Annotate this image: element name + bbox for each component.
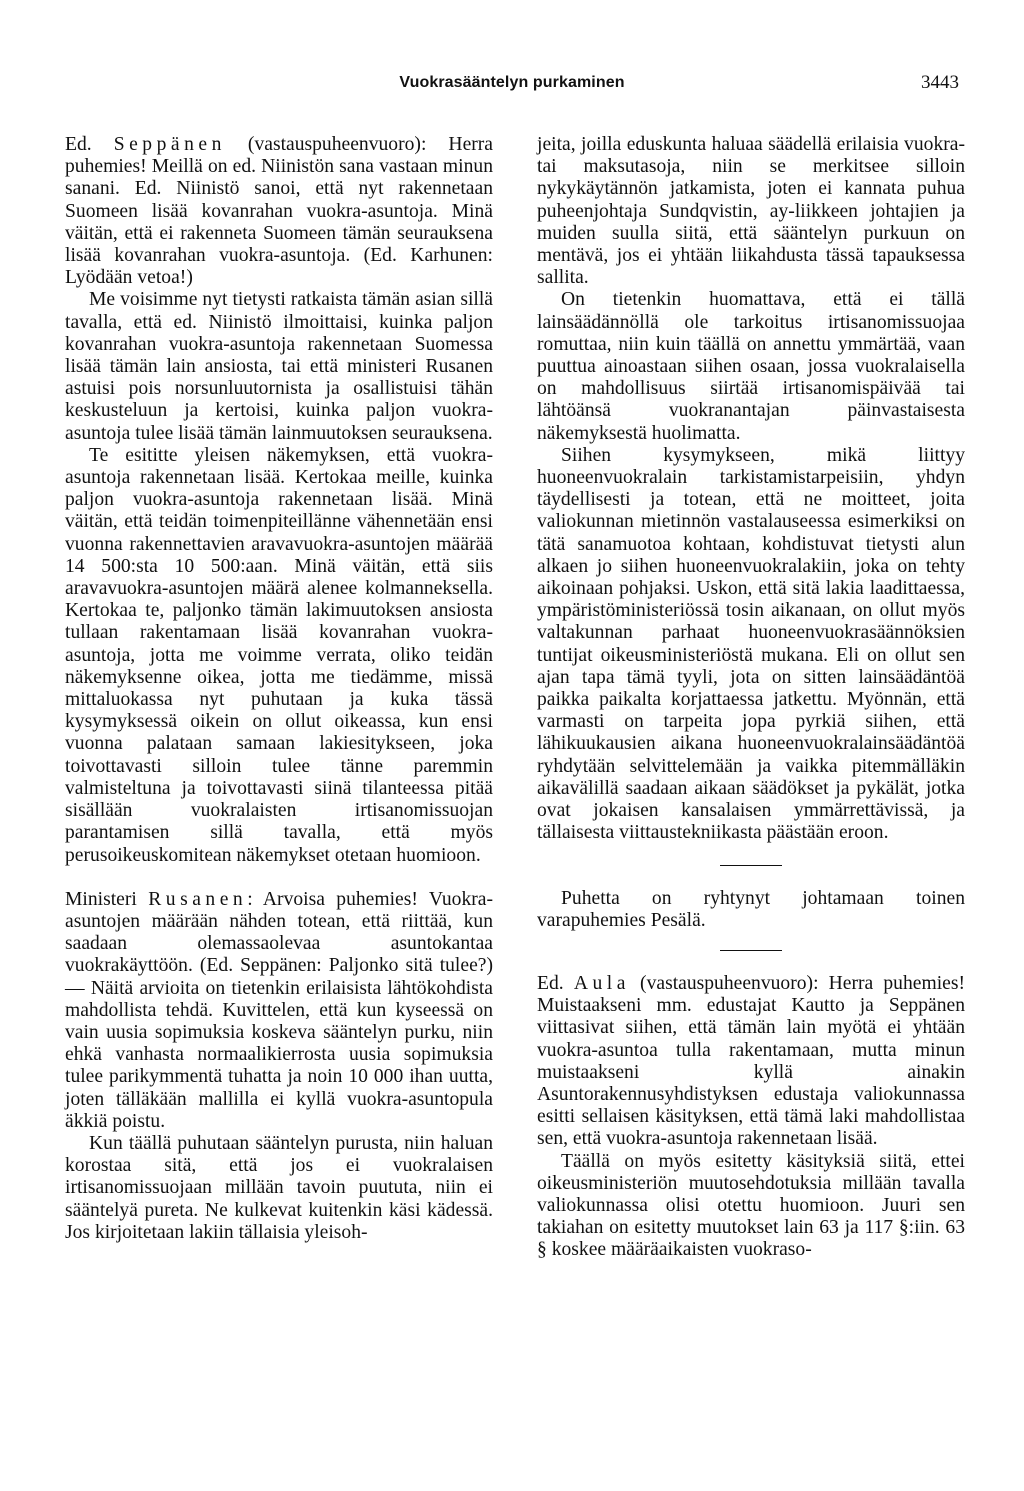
speaker-name: Seppänen (113, 134, 226, 155)
paragraph-text: (vastauspuheenvuoro): Herra puhemies! Muistaakseni mm. edustajat Kautto ja Seppänen viittasivat siihen, että tämän lain myötä ei yhtään vuokra-asuntoa tulla rakentamaan, mutta minun muistaakseni kyllä ainakin Asuntorakennusyhdistyksen edustaja valiokunnassa esitti sellaisen käsityksen, että tämä laki mahdollistaa sen, että vuokra-asuntoja rakennetaan lisää. (537, 972, 966, 1150)
left-column (65, 134, 493, 1244)
running-header-title: Vuokrasääntelyn purkaminen (399, 74, 625, 91)
chair-change-notice: Puhetta on ryhtynyt johtamaan toinen varapuhemies Pesälä. (537, 887, 965, 931)
section-divider (720, 865, 782, 866)
paragraph: Kun täällä puhutaan sääntelyn purusta, niin haluan korostaa sitä, että jos ei vuokralaisen irtisanomissuojaan millään tavoin puututa, niin ei sääntelyä pureta. Ne kulkevat kuitenkin käsi kädessä. Jos kirjoitetaan lakiin tällaisia yleisoh- (65, 1132, 493, 1243)
paragraph-seppanen-reply (65, 134, 493, 289)
speaker-name: Rusanen (148, 888, 248, 910)
page-number: 3443 (921, 72, 959, 93)
speaker-prefix: Ed. (65, 134, 114, 155)
right-column (537, 134, 965, 1262)
paragraph: Siihen kysymykseen, mikä liittyy huoneenvuokralain tarkistamistarpeisiin, yhdyn täydellisesti ja totean, että ne moitteet, joita valiokunnan mietinnön vastalauseessa esimerkiksi on tätä sanamuotoa kohtaan, kohdistuvat tietysti alun alkaen jo siihen huoneenvuokralakiin, joka on tehty aikoinaan pohjaksi. Uskon, että sitä lakia laadittaessa, ympäristöministeriössä tosin aikanaan, on ollut myös valtakunnan parhaat huoneenvuokrasäännöksien tuntijat oikeusministeriöstä mukana. Eli on ollut sen ajan tapa tämä tyyli, jota on sitten lainsäädäntöä paikka paikalta korjattaessa jatkettu. Myönnän, että varmasti on tarpeita jopa pyrkiä siihen, että lähikuukausien aikana huoneenvuokralainsäädäntöä ryhdytään selvittelemään ja vaikka pitemmälläkin aikavälillä saadaan aikaan säädökset ja pykälät, jotka ovat jokaisen kansalaisen ymmärrettävissä, ja tällaisesta viittaustekniikasta päästään eroon. (537, 444, 965, 844)
speaker-prefix: Ed. (537, 972, 574, 994)
speaker-prefix: Ministeri (65, 888, 149, 910)
paragraph: Täällä on myös esitetty käsityksiä siitä, ettei oikeusministeriön muutosehdotuksia millään tavalla valiokunnassa olisi otettu huomioon. Juuri sen takiahan on esitetty muutokset lain 63 ja 117 §:iin. 63 § koskee määräaikaisten vuokraso- (537, 1150, 965, 1261)
section-divider (720, 950, 782, 951)
paragraph: Me voisimme nyt tietysti ratkaista tämän asian sillä tavalla, että ed. Niinistö ilmoittaisi, kuinka paljon kovanrahan vuokra-asuntoja rakennetaan Suomessa lisää tämän lain ansiosta, tai että ministeri Rusanen astuisi pois norsunluutornista ja osallistuisi tähän keskusteluun ja kertoisi, kuinka paljon vuokra-asuntoja tulee lisää tämän lainmuutoksen seurauksena. (65, 289, 493, 444)
paragraph-text: : Arvoisa puhemies! Vuokra-asuntojen määrään nähden totean, että riittää, kun saadaan olemassaolevaa asuntokantaa vuokrakäyttöön. (Ed. Seppänen: Paljonko sitä tulee?) — Näitä arvioita on tietenkin erilaisista lähtökohdista mahdollista tehdä. Kuvittelen, että kun kyseessä on vain uusia sopimuksia koskeva sääntelyn purku, niin ehkä vanhasta normaalikierrosta uusia sopimuksia tulee parikymmentä tuhatta ja noin 10 000 ihan uutta, joten tälläkään mallilla ei kyllä vuokra-asuntopula äkkiä poistu. (65, 888, 494, 1132)
paragraph-continued: jeita, joilla eduskunta haluaa säädellä erilaisia vuokra- tai maksutasoja, niin se merkitsee silloin nykykäytännön jatkamista, joten ei kannata puhua puheenjohtaja Sundqvistin, ay-liikkeen johtajien ja muiden suulla siitä, että sääntelyn purkuun on mentävä, jos ei yhtään liikahdusta tässä tapauksessa sallita. (537, 134, 965, 289)
speaker-name: Aula (573, 972, 630, 994)
paragraph: Te esititte yleisen näkemyksen, että vuokra-asuntoja rakennetaan lisää. Kertokaa meille, kuinka paljon vuokra-asuntoja rakennetaan lisää. Minä väitän, että teidän toimenpiteillänne vähennetään ensi vuonna rakennettavien aravavuokra-asuntojen määrää 14 500:sta 10 500:aan. Minä väitän, että siis aravavuokra-asuntojen määrä alenee kolmanneksella. Kertokaa te, paljonko tämän lakimuutoksen ansiosta tullaan rakentamaan lisää kovanrahan vuokra-asuntoja, jotta me voimme verrata, oliko teidän näkemyksenne oikea, jotta me tiedämme, missä mittaluokassa nyt puhutaan ja kuka tässä kysymyksessä oikein on ollut oikeassa, kun ensi vuonna palataan samaan lakiesitykseen, joka toivottavasti silloin tulee tänne paremmin valmisteltuna ja toivottavasti siinä tilanteessa pitää sisällään vuokralaisten irtisanomissuojan parantamisen sillä tavalla, että myös perusoikeuskomitean näkemykset otetaan huomioon. (65, 444, 493, 866)
paragraph-rusanen-speech (65, 889, 493, 1133)
paragraph: On tietenkin huomattava, että ei tällä lainsäädännöllä ole tarkoitus irtisanomissuojaa romuttaa, niin kuin täällä on annettu ymmärtää, vaan puuttua ainoastaan siihen osaan, jossa vuokralaisella on mahdollisuus siirtää irtisanomispäivää tai lähtöänsä vuokranantajan päinvastaisesta näkemyksestä huolimatta. (537, 289, 965, 444)
paragraph-aula-reply (537, 973, 965, 1151)
paragraph-text: (vastauspuheenvuoro): Herra puhemies! Meillä on ed. Niinistön sana vastaan minun sanani. Ed. Niinistö sanoi, että nyt rakennetaan Suomeen lisää kovanrahan vuokra-asuntoja. Minä väitän, että ei rakenneta Suomeen tämän seurauksena lisää kovanrahan vuokra-asuntoja. (Ed. Karhunen: Lyödään vetoa!) (65, 134, 494, 289)
